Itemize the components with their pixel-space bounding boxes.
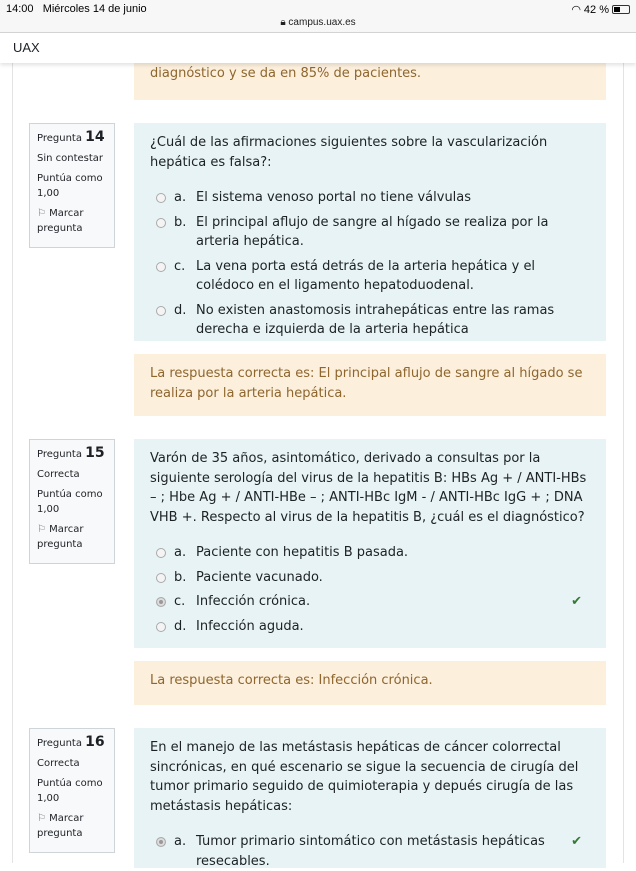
score-label: Puntúa como bbox=[37, 778, 103, 789]
option-text: La vena porta está detrás de la arteria hepática y el colédoco en el ligamento hepatoduodenal. bbox=[196, 258, 536, 293]
option-text: Paciente vacunado. bbox=[196, 569, 323, 585]
option-letter: b. bbox=[174, 569, 187, 585]
question-state: Correcta bbox=[37, 469, 80, 480]
answer-option[interactable] bbox=[150, 213, 590, 252]
question-content bbox=[134, 123, 606, 341]
flag-icon: ⚐ bbox=[37, 208, 46, 219]
radio-button[interactable] bbox=[156, 306, 166, 316]
option-text: Infección crónica. bbox=[196, 594, 311, 609]
option-letter: d. bbox=[174, 302, 187, 318]
ios-status-bar bbox=[0, 0, 636, 33]
time: 14:00 bbox=[6, 3, 34, 15]
flag-icon: ⚐ bbox=[37, 524, 46, 535]
flag-label: Marcar pregunta bbox=[37, 813, 84, 839]
feedback-text: La respuesta correcta es: El principal aflujo de sangre al hígado se realiza por la arteria hepática. bbox=[150, 366, 583, 401]
correct-check-icon: ✔ bbox=[571, 834, 582, 849]
correct-check-icon: ✔ bbox=[571, 594, 582, 609]
option-text: No existen anastomosis intrahepáticas entre las ramas derecha e izquierda de la arteria hepática bbox=[196, 302, 555, 337]
score-value: 1,00 bbox=[37, 793, 60, 804]
question-label: Pregunta bbox=[37, 738, 82, 749]
answer-option[interactable] bbox=[150, 257, 590, 296]
option-letter: a. bbox=[174, 834, 187, 849]
flag-question-link[interactable] bbox=[37, 206, 107, 236]
option-text: Tumor primario sintomático con metástasis hepáticas resecables. bbox=[196, 834, 545, 869]
status-time bbox=[6, 3, 147, 15]
option-text: Infección aguda. bbox=[196, 618, 304, 634]
radio-button[interactable] bbox=[156, 218, 166, 228]
lock-icon: 🔒︎ bbox=[280, 17, 286, 28]
option-letter: c. bbox=[174, 594, 186, 609]
score-value: 1,00 bbox=[37, 504, 60, 515]
score-label: Puntúa como bbox=[37, 489, 103, 500]
radio-button[interactable] bbox=[156, 597, 166, 607]
question-text: ¿Cuál de las afirmaciones siguientes sobre la vascularización hepática es falsa?: bbox=[150, 135, 548, 170]
score-label: Puntúa como bbox=[37, 173, 103, 184]
flag-icon: ⚐ bbox=[37, 813, 46, 824]
flag-question-link[interactable] bbox=[37, 811, 107, 841]
radio-button[interactable] bbox=[156, 622, 166, 632]
site-navbar bbox=[0, 33, 636, 63]
flag-question-link[interactable] bbox=[37, 522, 107, 552]
option-letter: d. bbox=[174, 618, 187, 634]
radio-button[interactable] bbox=[156, 837, 166, 847]
radio-button[interactable] bbox=[156, 262, 166, 272]
battery-indicator bbox=[571, 3, 630, 16]
question-info bbox=[29, 728, 115, 853]
option-letter: a. bbox=[174, 190, 187, 205]
question-label: Pregunta bbox=[37, 133, 82, 144]
score-value: 1,00 bbox=[37, 188, 60, 199]
flag-label: Marcar pregunta bbox=[37, 208, 84, 234]
feedback-text: diagnóstico y se da en 85% de pacientes. bbox=[150, 66, 422, 81]
address-bar[interactable] bbox=[0, 17, 636, 28]
question-state: Sin contestar bbox=[37, 153, 104, 164]
option-text: El sistema venoso portal no tiene válvulas bbox=[196, 190, 472, 205]
question-number: 15 bbox=[85, 445, 105, 461]
question-content bbox=[134, 439, 606, 648]
correct-answer-feedback bbox=[134, 661, 606, 705]
answer-option[interactable] bbox=[150, 832, 590, 871]
correct-answer-feedback bbox=[134, 354, 606, 416]
question-number: 14 bbox=[85, 129, 105, 145]
option-text: El principal aflujo de sangre al hígado se realiza por la arteria hepática. bbox=[196, 214, 549, 249]
option-text: Paciente con hepatitis B pasada. bbox=[196, 545, 409, 560]
question-info bbox=[29, 439, 115, 564]
flag-label: Marcar pregunta bbox=[37, 524, 84, 550]
site-title[interactable]: UAX bbox=[13, 40, 40, 55]
question-info bbox=[29, 123, 115, 248]
answer-option[interactable] bbox=[150, 301, 590, 340]
answer-option[interactable] bbox=[150, 617, 590, 637]
option-letter: c. bbox=[174, 258, 186, 274]
option-letter: b. bbox=[174, 214, 187, 230]
battery-icon bbox=[612, 5, 630, 14]
url-text: campus.uax.es bbox=[288, 17, 356, 28]
battery-percent: 42 % bbox=[583, 3, 609, 16]
answer-option[interactable] bbox=[150, 568, 590, 588]
option-letter: a. bbox=[174, 545, 187, 560]
question-content bbox=[134, 728, 606, 868]
radio-button[interactable] bbox=[156, 193, 166, 203]
answer-option[interactable] bbox=[150, 188, 590, 208]
answer-option[interactable] bbox=[150, 592, 590, 612]
date: Miércoles 14 de junio bbox=[42, 3, 147, 15]
question-number: 16 bbox=[85, 734, 105, 750]
feedback-text: La respuesta correcta es: Infección crónica. bbox=[150, 673, 433, 688]
question-text: En el manejo de las metástasis hepáticas de cáncer colorrectal sincrónicas, en qué escenario se sigue la secuencia de cirugía del tumor primario seguido de quimioterapia y depués cirugía de las metástasis hepáticas: bbox=[150, 740, 579, 814]
wifi-icon: ◠ bbox=[571, 4, 581, 16]
question-state: Correcta bbox=[37, 758, 80, 769]
radio-button[interactable] bbox=[156, 573, 166, 583]
radio-button[interactable] bbox=[156, 548, 166, 558]
question-label: Pregunta bbox=[37, 449, 82, 460]
answer-option[interactable] bbox=[150, 543, 590, 563]
question-text: Varón de 35 años, asintomático, derivado a consultas por la siguiente serología del virus de la hepatitis B: HBs Ag + / ANTI-HBs – ; Hbe Ag + / ANTI-HBe – ; ANTI-HBc IgM - / ANTI-HBc IgG + ; DNA VHB +. Respecto al virus de la hepatitis B, ¿cuál es el diagnóstico? bbox=[150, 451, 587, 525]
